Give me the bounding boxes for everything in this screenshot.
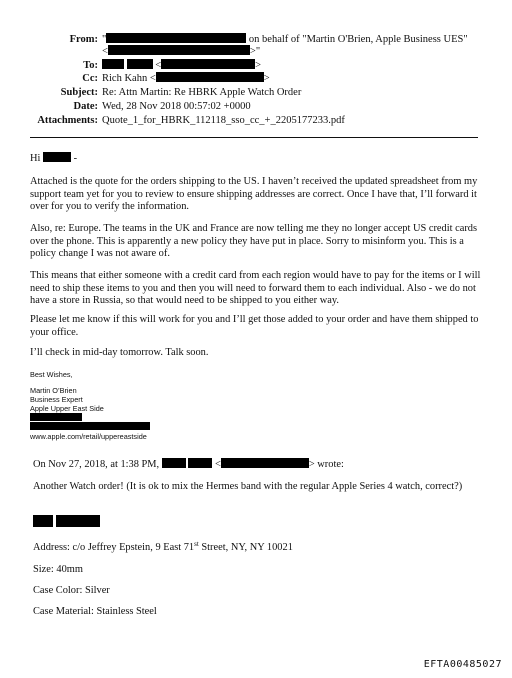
- signature-url[interactable]: www.apple.com/retail/uppereastside: [30, 432, 147, 441]
- from-line2-suffix: >": [249, 46, 261, 57]
- quoted-intro: [33, 458, 344, 472]
- redaction-bar: [161, 59, 255, 69]
- address-suffix: st: [194, 540, 199, 548]
- date-label: Date:: [73, 101, 98, 112]
- watch-size: Size: 40mm: [33, 564, 83, 575]
- address-rest: Street, NY, NY 10021: [198, 542, 293, 553]
- from-value-2: [102, 45, 260, 58]
- cc-end: >: [263, 73, 270, 84]
- redaction-bar: [30, 413, 82, 421]
- redaction-bar: [102, 59, 124, 69]
- quoted-intro-prefix: On Nov 27, 2018, at 1:38 PM,: [33, 459, 160, 470]
- redaction-bar: [127, 59, 153, 69]
- signature-name: Martin O’Brien: [30, 386, 77, 395]
- greeting-suffix: -: [73, 153, 78, 164]
- cc-value: [102, 72, 270, 85]
- signature-redactions: [30, 413, 150, 430]
- redaction-bar: [221, 458, 309, 468]
- redaction-bar: [33, 515, 53, 527]
- redaction-bar: [156, 72, 264, 82]
- redaction-bar: [56, 515, 100, 527]
- redaction-bar: [106, 33, 246, 43]
- header-divider: [30, 137, 478, 138]
- subject-label: Subject:: [60, 87, 98, 98]
- date-value: Wed, 28 Nov 2018 00:57:02 +0000: [102, 101, 251, 112]
- paragraph-1: Attached is the quote for the orders shipping to the US. I haven’t received the updated spreadsheet from my support team yet for you to review to ensure shipping addresses are correct. Once I have that, I’ll forward it over for you to verify the information.: [30, 176, 478, 213]
- bates-number: EFTA00485027: [423, 659, 502, 670]
- address-text: Address: c/o Jeffrey Epstein, 9 East 71: [33, 542, 195, 553]
- quoted-redacted-name: [33, 515, 100, 531]
- from-line2-prefix: <: [102, 46, 108, 57]
- paragraph-3: This means that either someone with a credit card from each region would have to pay for the items or I will need to ship these items to you and then you will need to forward them to each individual. Also - we do not have a store in Russia, so that would need to be shipped to you either way.: [30, 270, 481, 307]
- case-material: Case Material: Stainless Steel: [33, 606, 157, 617]
- quoted-message: Another Watch order! (It is ok to mix the Hermes band with the regular Apple Series 4 watch, correct?): [33, 481, 463, 492]
- attachment-link[interactable]: Quote_1_for_HBRK_112118_sso_cc_+_2205177233.pdf: [102, 115, 345, 126]
- to-label: To:: [83, 60, 98, 71]
- to-mid: <: [155, 60, 162, 71]
- redaction-bar: [30, 422, 150, 430]
- from-suffix: on behalf of "Martin O'Brien, Apple Business UES": [248, 34, 468, 45]
- from-prefix: ": [102, 34, 107, 45]
- case-color: Case Color: Silver: [33, 585, 110, 596]
- redaction-bar: [162, 458, 186, 468]
- redaction-bar: [188, 458, 212, 468]
- cc-name: Rich Kahn <: [102, 73, 156, 84]
- signature-title: Business Expert: [30, 395, 83, 404]
- attachments-label: Attachments:: [37, 115, 98, 126]
- to-value: [102, 59, 261, 72]
- quoted-intro-mid: <: [214, 459, 221, 470]
- redaction-bar: [43, 152, 71, 162]
- paragraph-4: Please let me know if this will work for you and I’ll get those added to your order and have them shipped to your office.: [30, 314, 479, 338]
- cc-label: Cc:: [82, 73, 98, 84]
- from-label: From:: [69, 34, 98, 45]
- signature-closing: Best Wishes,: [30, 370, 73, 379]
- subject-value: Re: Attn Martin: Re HBRK Apple Watch Order: [102, 87, 302, 98]
- redaction-bar: [108, 45, 250, 55]
- shipping-address: [33, 542, 293, 555]
- to-end: >: [255, 60, 262, 71]
- greeting: [30, 152, 488, 166]
- paragraph-2: Also, re: Europe. The teams in the UK and France are now telling me they no longer accept US credit cards over the phone. This is apparently a new policy they have put in place. Sorry to misinform you. This is a policy change I was not aware of.: [30, 223, 478, 260]
- paragraph-5: I’ll check in mid-day tomorrow. Talk soon.: [30, 347, 209, 358]
- greeting-prefix: Hi: [30, 153, 41, 164]
- quoted-intro-suffix: > wrote:: [308, 459, 344, 470]
- signature-store: Apple Upper East Side: [30, 404, 104, 413]
